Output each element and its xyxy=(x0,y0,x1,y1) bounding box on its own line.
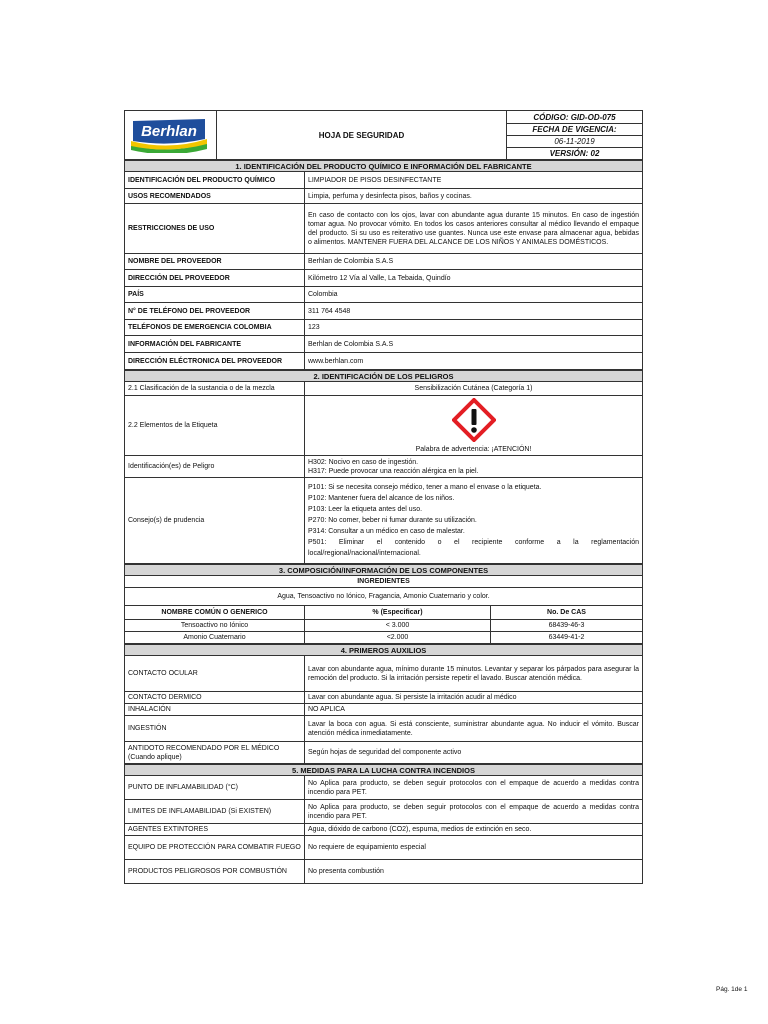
label-elements-cell xyxy=(305,396,643,456)
logo-text: Berhlan xyxy=(141,123,197,140)
classification-value: Sensibilización Cutánea (Categoría 1) xyxy=(305,382,643,396)
row-label: AGENTES EXTINTORES xyxy=(125,824,305,836)
row-label: INHALACIÓN xyxy=(125,704,305,716)
page-number: Pág. 1de 1 xyxy=(716,986,748,993)
row-label: IDENTIFICACIÓN DEL PRODUCTO QUÍMICO xyxy=(125,172,305,189)
row-label: INGESTIÓN xyxy=(125,716,305,742)
row-value: No Aplica para producto, se deben seguir protocolos con el empaque de acuerdo a medidas contra incendio para PET. xyxy=(305,800,643,824)
component-name: Amonio Cuaternario xyxy=(125,632,305,644)
classification-label: 2.1 Clasificación de la sustancia o de la mezcla xyxy=(125,382,305,396)
section-4-title: 4. PRIMEROS AUXILIOS xyxy=(125,645,643,656)
row-value: No requiere de equipamiento especial xyxy=(305,836,643,860)
row-value: Según hojas de seguridad del componente activo xyxy=(305,742,643,764)
exclamation-mark-icon xyxy=(452,398,496,442)
section-5-table xyxy=(124,764,643,884)
row-label: DIRECCIÓN DEL PROVEEDOR xyxy=(125,270,305,287)
precaution-statement: P102: Mantener fuera del alcance de los niños. xyxy=(308,495,455,502)
precautionary-statements xyxy=(305,478,643,564)
berhlan-logo xyxy=(129,117,209,153)
row-value: Agua, dióxido de carbono (CO2), espuma, medios de extinción en seco. xyxy=(305,824,643,836)
component-percent: <2.000 xyxy=(305,632,491,644)
validity-label: FECHA DE VIGENCIA: xyxy=(507,124,643,136)
document-version: VERSIÓN: 02 xyxy=(507,148,643,160)
section-1-title: 1. IDENTIFICACIÓN DEL PRODUCTO QUÍMICO E INFORMACIÓN DEL FABRICANTE xyxy=(125,161,643,172)
row-label: USOS RECOMENDADOS xyxy=(125,189,305,204)
row-label: INFORMACIÓN DEL FABRICANTE xyxy=(125,336,305,353)
section-3-title: 3. COMPOSICIÓN/INFORMACIÓN DE LOS COMPONENTES xyxy=(125,565,643,576)
row-value: No Aplica para producto, se deben seguir protocolos con el empaque de acuerdo a medidas contra incendio para PET. xyxy=(305,776,643,800)
ingredients-title: INGREDIENTES xyxy=(125,576,643,588)
component-cas: 63449-41-2 xyxy=(491,632,643,644)
component-cas: 68439-46-3 xyxy=(491,620,643,632)
row-label: DIRECCIÓN ELÉCTRONICA DEL PROVEEDOR xyxy=(125,353,305,370)
precaution-statement: P103: Leer la etiqueta antes del uso. xyxy=(308,506,423,513)
section-3-table xyxy=(124,564,643,644)
row-label: PAÍS xyxy=(125,287,305,303)
hazard-statements xyxy=(305,456,643,478)
precaution-statement: P501: Eliminar el contenido o el recipiente conforme a la reglamentación local/regional/nacional/internacional. xyxy=(308,539,640,557)
precaution-statement: P314: Consultar a un médico en caso de malestar. xyxy=(308,528,465,535)
signal-word: Palabra de advertencia: ¡ATENCIÓN! xyxy=(415,445,532,453)
row-value: No presenta combustión xyxy=(305,860,643,884)
hazard-statement: H317: Puede provocar una reacción alérgica en la piel. xyxy=(308,467,479,475)
row-value: Kilómetro 12 Vía al Valle, La Tebaida, Quindío xyxy=(305,270,643,287)
column-header: % (Especificar) xyxy=(305,606,491,620)
document-code: CÓDIGO: GID-OD-075 xyxy=(507,111,643,124)
row-value: Limpia, perfuma y desinfecta pisos, baños y cocinas. xyxy=(305,189,643,204)
section-1-table xyxy=(124,160,643,370)
row-label: EQUIPO DE PROTECCIÓN PARA COMBATIR FUEGO xyxy=(125,836,305,860)
precaution-statement: P101: Si se necesita consejo médico, tener a mano el envase o la etiqueta. xyxy=(308,484,542,491)
row-label: LIMITES DE INFLAMABILIDAD (Si EXISTEN) xyxy=(125,800,305,824)
row-value: Berhlan de Colombia S.A.S xyxy=(305,254,643,270)
precaution-label: Consejo(s) de prudencia xyxy=(125,478,305,564)
row-label: PUNTO DE INFLAMABILIDAD (°C) xyxy=(125,776,305,800)
document-title: HOJA DE SEGURIDAD xyxy=(217,111,507,160)
row-value: Lavar la boca con agua. Si está consciente, suministrar abundante agua. No inducir el vómito. Buscar atención médica inmediatamente. xyxy=(305,716,643,742)
validity-date: 06-11-2019 xyxy=(507,136,643,148)
safety-data-sheet xyxy=(124,110,642,884)
row-label: PRODUCTOS PELIGROSOS POR COMBUSTIÓN xyxy=(125,860,305,884)
hazard-id-label: Identificación(es) de Peligro xyxy=(125,456,305,478)
row-value: Berhlan de Colombia S.A.S xyxy=(305,336,643,353)
row-label: N° DE TELÉFONO DEL PROVEEDOR xyxy=(125,303,305,320)
label-elements-label: 2.2 Elementos de la Etiqueta xyxy=(125,396,305,456)
section-2-table xyxy=(124,370,643,564)
row-label: TELÉFONOS DE EMERGENCIA COLOMBIA xyxy=(125,320,305,336)
ingredients-text: Agua, Tensoactivo no Iónico, Fragancia, Amonio Cuaternario y color. xyxy=(125,588,643,606)
row-value: 123 xyxy=(305,320,643,336)
row-label: ANTIDOTO RECOMENDADO POR EL MÉDICO (Cuando aplique) xyxy=(125,742,305,764)
row-value: www.berhlan.com xyxy=(305,353,643,370)
row-label: NOMBRE DEL PROVEEDOR xyxy=(125,254,305,270)
row-label: CONTACTO DERMICO xyxy=(125,692,305,704)
section-4-table xyxy=(124,644,643,764)
row-value: Colombia xyxy=(305,287,643,303)
row-value: Lavar con abundante agua, mínimo durante 15 minutos. Levantar y separar los párpados para asegurar la remoción del producto. Si la irritación persiste repetir el lavado. Buscar atención médica. xyxy=(305,656,643,692)
table-row xyxy=(125,620,643,632)
row-value: En caso de contacto con los ojos, lavar con abundante agua durante 15 minutos. En caso de ingestión tomar agua. No provocar vómito. En todos los casos anteriores consultar al médico llevando el empaque del producto. Si su uso es reiterativo use guantes. Nunca use este envase para almacenar agua, bebidas o alimentos. MANTENER FUERA DEL ALCANCE DE LOS NIÑOS Y ANIMALES DOMÉSTICOS. xyxy=(305,204,643,254)
column-header: No. De CAS xyxy=(491,606,643,620)
table-row xyxy=(125,632,643,644)
row-label: CONTACTO OCULAR xyxy=(125,656,305,692)
hazard-statement: H302: Nocivo en caso de ingestión. xyxy=(308,458,419,466)
row-value: LIMPIADOR DE PISOS DESINFECTANTE xyxy=(305,172,643,189)
section-2-title: 2. IDENTIFICACIÓN DE LOS PELIGROS xyxy=(125,371,643,382)
logo-cell xyxy=(125,111,217,160)
row-label: RESTRICCIONES DE USO xyxy=(125,204,305,254)
component-percent: < 3.000 xyxy=(305,620,491,632)
row-value: Lavar con abundante agua. Si persiste la irritación acudir al médico xyxy=(305,692,643,704)
row-value: 311 764 4548 xyxy=(305,303,643,320)
header-table xyxy=(124,110,643,160)
column-header: NOMBRE COMÚN O GENERICO xyxy=(125,606,305,620)
row-value: NO APLICA xyxy=(305,704,643,716)
component-name: Tensoactivo no Iónico xyxy=(125,620,305,632)
precaution-statement: P270: No comer, beber ni fumar durante su utilización. xyxy=(308,517,477,524)
section-5-title: 5. MEDIDAS PARA LA LUCHA CONTRA INCENDIOS xyxy=(125,765,643,776)
